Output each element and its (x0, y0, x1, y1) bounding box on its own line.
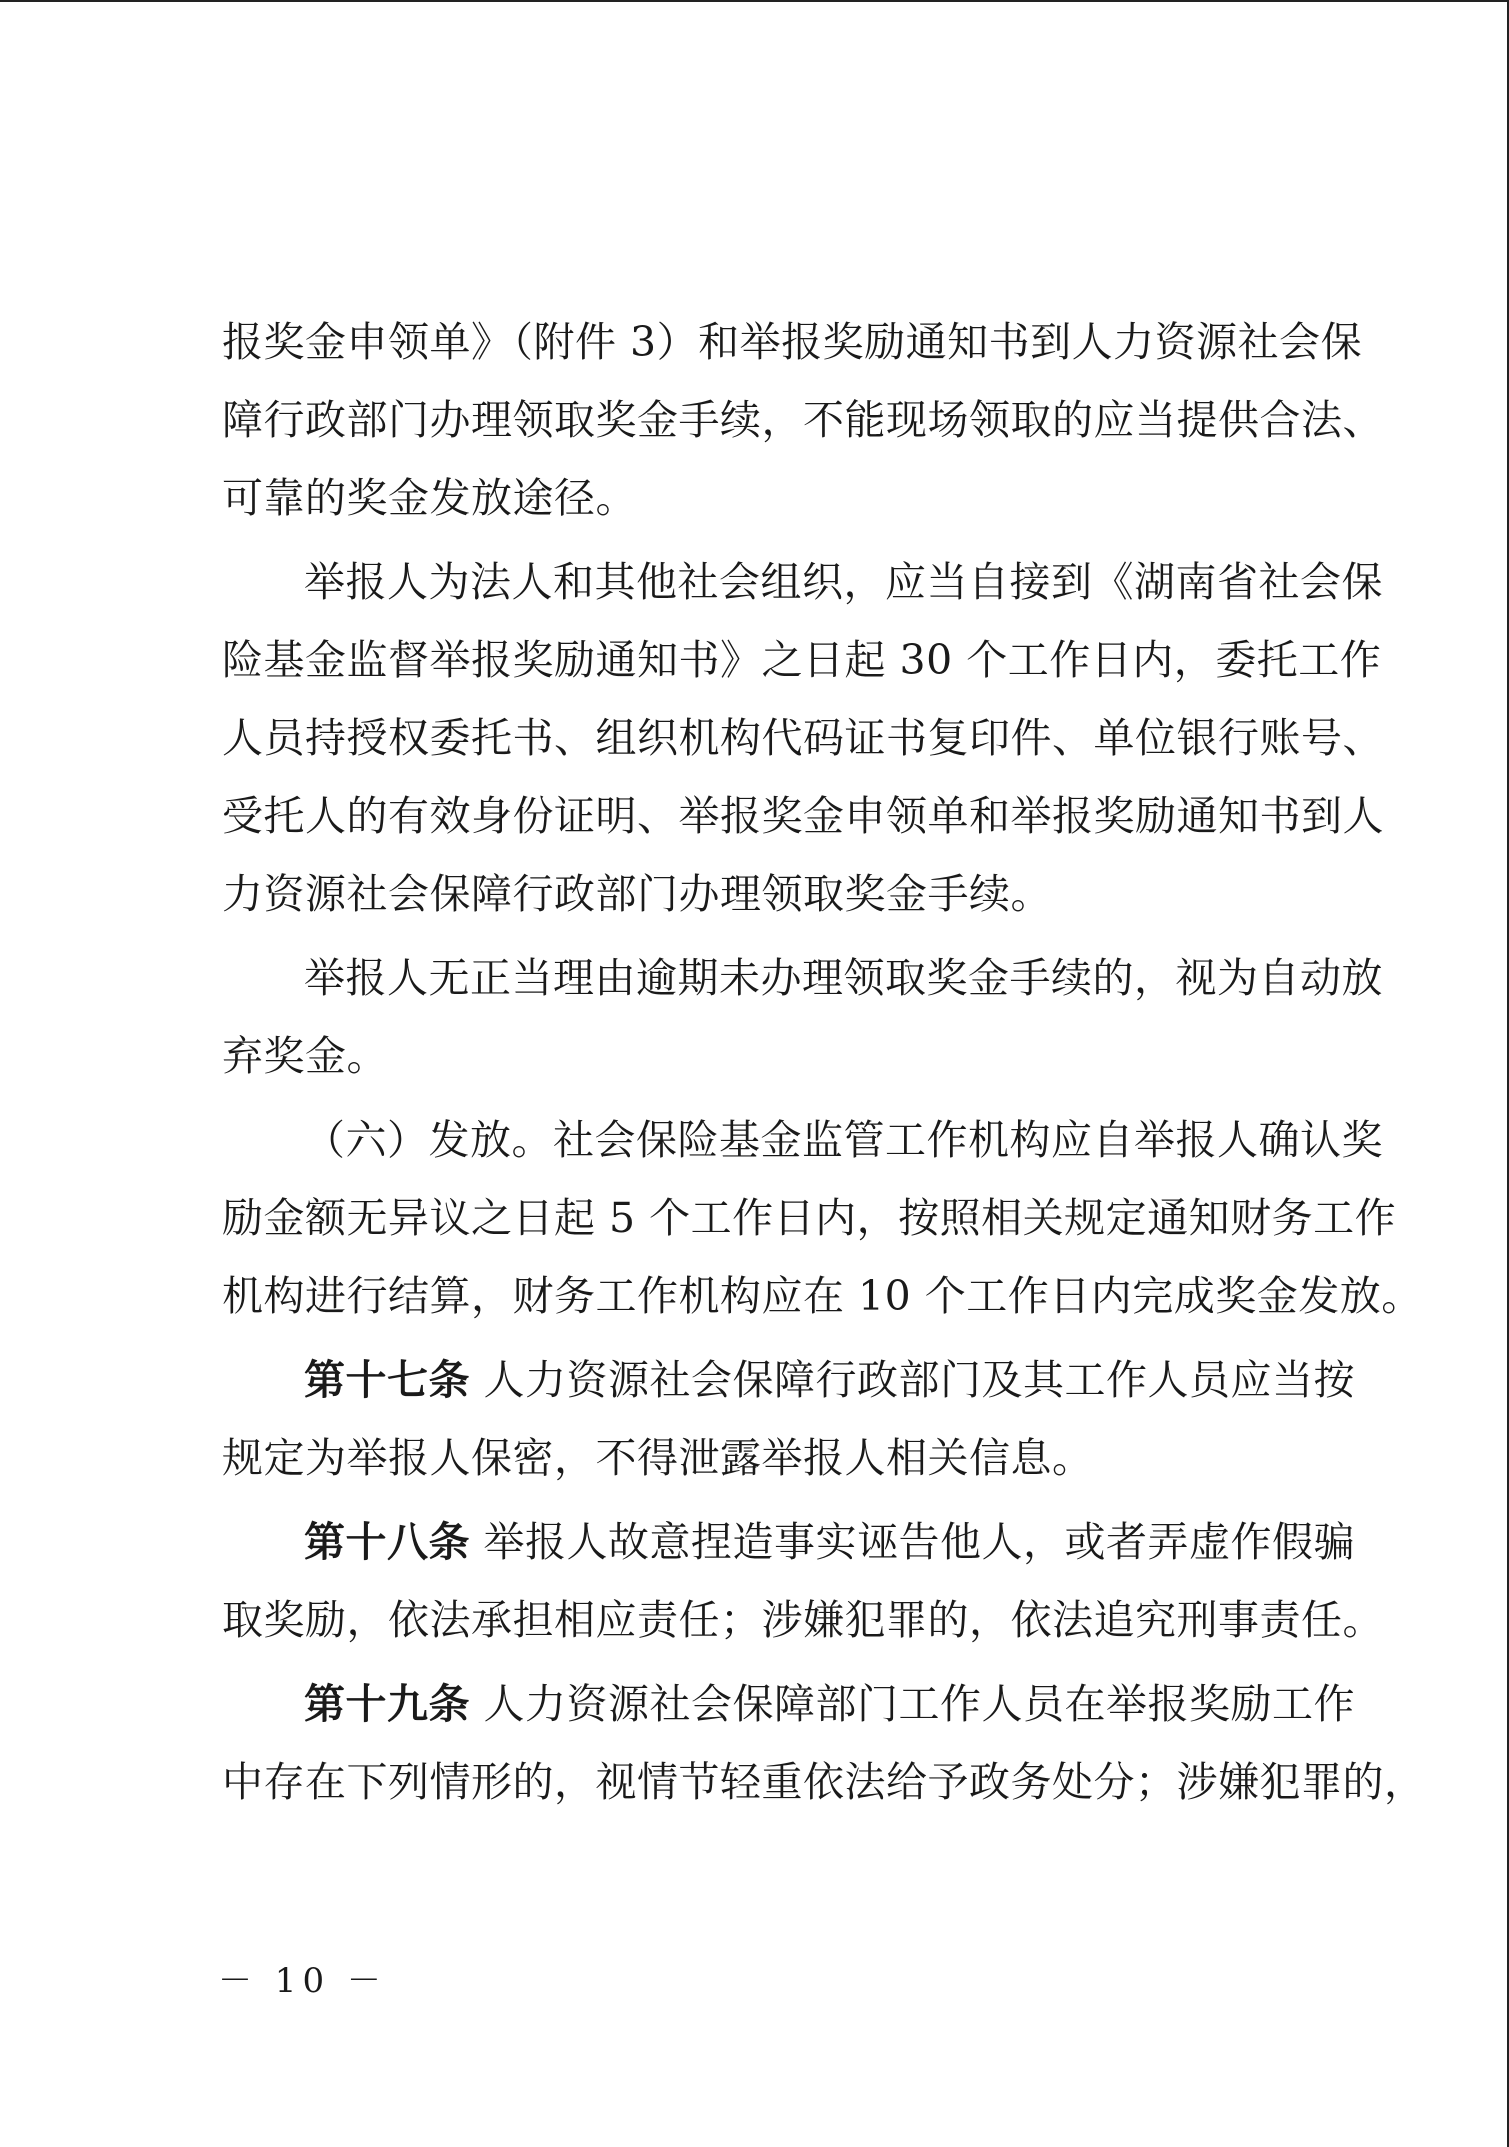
text-line: 取奖励，依法承担相应责任；涉嫌犯罪的，依法追究刑事责任。 (222, 1596, 1384, 1644)
article-heading: 第十七条 (304, 1356, 470, 1404)
text-line: 弃奖金。 (222, 1032, 388, 1080)
text-line: 机构进行结算，财务工作机构应在 10 个工作日内完成奖金发放。 (222, 1272, 1423, 1320)
article-line (222, 1341, 1356, 1419)
text-line: 举报人为法人和其他社会组织，应当自接到《湖南省社会保 (304, 558, 1383, 606)
article-text: 人力资源社会保障行政部门及其工作人员应当按 (470, 1356, 1356, 1404)
text-line: 人员持授权委托书、组织机构代码证书复印件、单位银行账号、 (222, 714, 1384, 762)
text-line: 中存在下列情形的，视情节轻重依法给予政务处分；涉嫌犯罪的， (222, 1758, 1426, 1806)
text-line: 险基金监督举报奖励通知书》之日起 30 个工作日内，委托工作 (222, 636, 1382, 684)
text-line: 力资源社会保障行政部门办理领取奖金手续。 (222, 870, 1052, 918)
article-text: 人力资源社会保障部门工作人员在举报奖励工作 (470, 1680, 1356, 1728)
article-heading: 第十九条 (304, 1680, 470, 1728)
text-line: 规定为举报人保密，不得泄露举报人相关信息。 (222, 1434, 1094, 1482)
text-line: 报奖金申领单》（附件 3）和举报奖励通知书到人力资源社会保 (222, 318, 1363, 366)
text-line: 举报人无正当理由逾期未办理领取奖金手续的，视为自动放 (304, 954, 1383, 1002)
text-line: 受托人的有效身份证明、举报奖金申领单和举报奖励通知书到人 (222, 792, 1384, 840)
document-body (222, 303, 1426, 1821)
page-number: － 10 － (218, 1961, 387, 2001)
text-line: 可靠的奖金发放途径。 (222, 474, 637, 522)
article-text: 举报人故意捏造事实诬告他人，或者弄虚作假骗 (470, 1518, 1356, 1566)
article-heading: 第十八条 (304, 1518, 470, 1566)
text-line: （六）发放。社会保险基金监管工作机构应自举报人确认奖 (304, 1116, 1383, 1164)
article-line (222, 1665, 1356, 1743)
text-line: 障行政部门办理领取奖金手续，不能现场领取的应当提供合法、 (222, 396, 1384, 444)
article-line (222, 1503, 1356, 1581)
text-line: 励金额无异议之日起 5 个工作日内，按照相关规定通知财务工作 (222, 1194, 1397, 1242)
